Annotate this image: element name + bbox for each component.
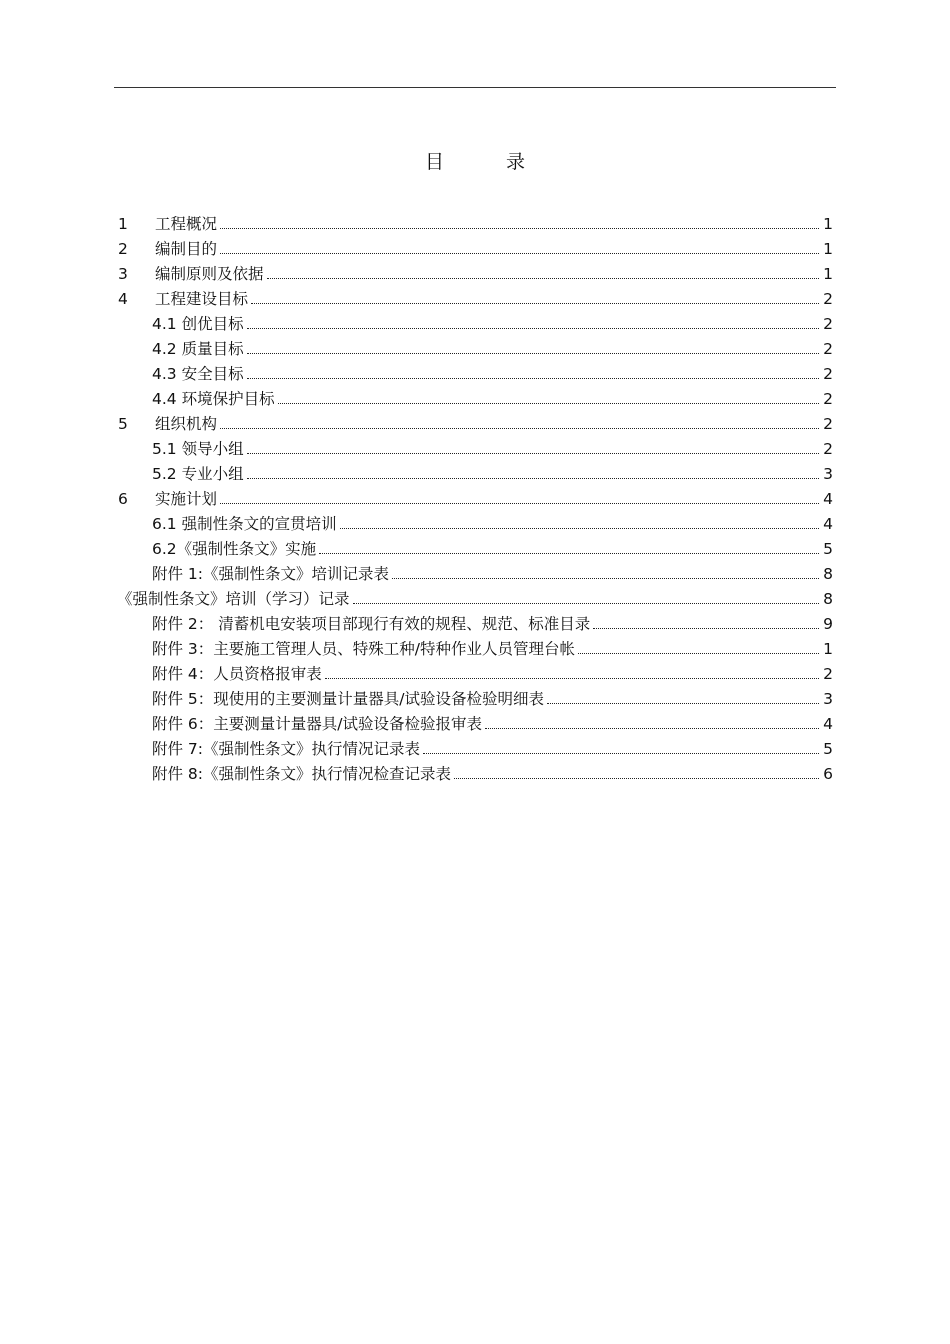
toc-entry-page: 2	[823, 415, 833, 433]
toc-entry-label: 《强制性条文》培训（学习）记录	[117, 590, 350, 608]
toc-entry[interactable]	[152, 612, 833, 637]
toc-dot-leader	[220, 502, 819, 504]
toc-entry-number: 1	[118, 215, 128, 233]
toc-entry-page: 2	[823, 315, 833, 333]
toc-entry[interactable]	[118, 237, 833, 262]
toc-entry-label: 实施计划	[155, 490, 218, 508]
toc-entry[interactable]	[118, 212, 833, 237]
toc-entry-number: 2	[118, 240, 128, 258]
toc-dot-leader	[485, 727, 819, 729]
toc-entry-page: 2	[823, 665, 833, 683]
toc-entry-page: 2	[823, 390, 833, 408]
toc-entry[interactable]	[118, 287, 833, 312]
toc-entry-label: 4.4 环境保护目标	[152, 390, 275, 408]
toc-dot-leader	[247, 452, 820, 454]
toc-entry[interactable]	[152, 687, 833, 712]
toc-entry-label: 附件 6：主要测量计量器具/试验设备检验报审表	[152, 715, 483, 733]
title-part-1: 目	[424, 151, 444, 173]
toc-entry[interactable]	[152, 637, 833, 662]
toc-entry-label: 附件 3：主要施工管理人员、特殊工种/特种作业人员管理台帐	[152, 640, 576, 658]
toc-entry[interactable]	[152, 737, 833, 762]
toc-dot-leader	[247, 377, 820, 379]
toc-entry[interactable]	[152, 712, 833, 737]
toc-entry-label: 附件 7:《强制性条文》执行情况记录表	[152, 740, 421, 758]
toc-entry-page: 4	[823, 515, 833, 533]
toc-entry-label: 附件 1:《强制性条文》培训记录表	[152, 565, 390, 583]
toc-entry-page: 1	[823, 240, 833, 258]
toc-entry-label: 4.3 安全目标	[152, 365, 244, 383]
toc-entry-page: 2	[823, 365, 833, 383]
toc-entry[interactable]	[152, 762, 833, 787]
toc-entry-page: 5	[823, 540, 833, 558]
toc-dot-leader	[547, 702, 819, 704]
toc-entry-label: 附件 4：人员资格报审表	[152, 665, 322, 683]
toc-entry-label: 组织机构	[155, 415, 218, 433]
toc-entry[interactable]	[152, 562, 833, 587]
toc-entry-page: 6	[823, 765, 833, 783]
toc-dot-leader	[251, 302, 819, 304]
toc-entry-label: 编制目的	[155, 240, 218, 258]
page-title	[0, 147, 950, 174]
toc-dot-leader	[340, 527, 820, 529]
toc-entry-page: 8	[823, 590, 833, 608]
toc-entry-page: 5	[823, 740, 833, 758]
toc-entry[interactable]	[152, 662, 833, 687]
toc-entry-label: 附件 2： 清蓄机电安装项目部现行有效的规程、规范、标准目录	[152, 615, 591, 633]
toc-dot-leader	[325, 677, 819, 679]
toc-entry[interactable]	[152, 387, 833, 412]
toc-entry-label: 附件 8:《强制性条文》执行情况检查记录表	[152, 765, 452, 783]
toc-entry-page: 4	[823, 490, 833, 508]
toc-entry-number: 5	[118, 415, 128, 433]
toc-entry[interactable]	[152, 437, 833, 462]
toc-entry-label: 6.1 强制性条文的宣贯培训	[152, 515, 337, 533]
toc-entry-page: 3	[823, 690, 833, 708]
toc-entry[interactable]	[152, 537, 833, 562]
toc-entry-label: 附件 5：现使用的主要测量计量器具/试验设备检验明细表	[152, 690, 545, 708]
toc-dot-leader	[353, 602, 820, 604]
toc-entry-label: 工程建设目标	[155, 290, 249, 308]
toc-dot-leader	[247, 327, 820, 329]
toc-entry[interactable]	[118, 412, 833, 437]
toc-dot-leader	[278, 402, 820, 404]
toc-entry-page: 2	[823, 290, 833, 308]
toc-entry-page: 2	[823, 440, 833, 458]
toc-dot-leader	[267, 277, 820, 279]
toc-entry[interactable]	[152, 312, 833, 337]
toc-dot-leader	[578, 652, 819, 654]
toc-entry-page: 3	[823, 465, 833, 483]
toc-entry-page: 1	[823, 265, 833, 283]
toc-entry-number: 3	[118, 265, 128, 283]
toc-entry-label: 5.1 领导小组	[152, 440, 244, 458]
toc-entry-label: 4.1 创优目标	[152, 315, 244, 333]
toc-dot-leader	[220, 427, 819, 429]
toc-entry-number: 4	[118, 290, 128, 308]
toc-entry-page: 9	[823, 615, 833, 633]
toc-entry[interactable]	[152, 512, 833, 537]
toc-entry-page: 1	[823, 640, 833, 658]
toc-entry-label: 6.2《强制性条文》实施	[152, 540, 317, 558]
toc-entry-page: 4	[823, 715, 833, 733]
toc-entry-label: 编制原则及依据	[155, 265, 264, 283]
toc-entry[interactable]	[118, 487, 833, 512]
toc-dot-leader	[319, 552, 819, 554]
toc-dot-leader	[220, 252, 819, 254]
toc-entry[interactable]	[152, 337, 833, 362]
title-part-2: 录	[506, 151, 526, 173]
toc-entry[interactable]	[118, 262, 833, 287]
toc-entry-label: 4.2 质量目标	[152, 340, 244, 358]
header-rule	[114, 87, 836, 88]
toc-dot-leader	[247, 352, 820, 354]
toc-dot-leader	[220, 227, 819, 229]
toc-dot-leader	[247, 477, 820, 479]
toc-dot-leader	[454, 777, 819, 779]
toc-entry-page: 1	[823, 215, 833, 233]
toc-entry[interactable]	[152, 462, 833, 487]
toc-entry-page: 2	[823, 340, 833, 358]
toc-entry-label: 工程概况	[155, 215, 218, 233]
toc-entry-number: 6	[118, 490, 128, 508]
toc-entry[interactable]	[117, 587, 833, 612]
toc-dot-leader	[392, 577, 819, 579]
toc-entry-label: 5.2 专业小组	[152, 465, 244, 483]
toc-entry[interactable]	[152, 362, 833, 387]
toc-dot-leader	[593, 627, 819, 629]
toc-entry-page: 8	[823, 565, 833, 583]
toc-dot-leader	[423, 752, 819, 754]
